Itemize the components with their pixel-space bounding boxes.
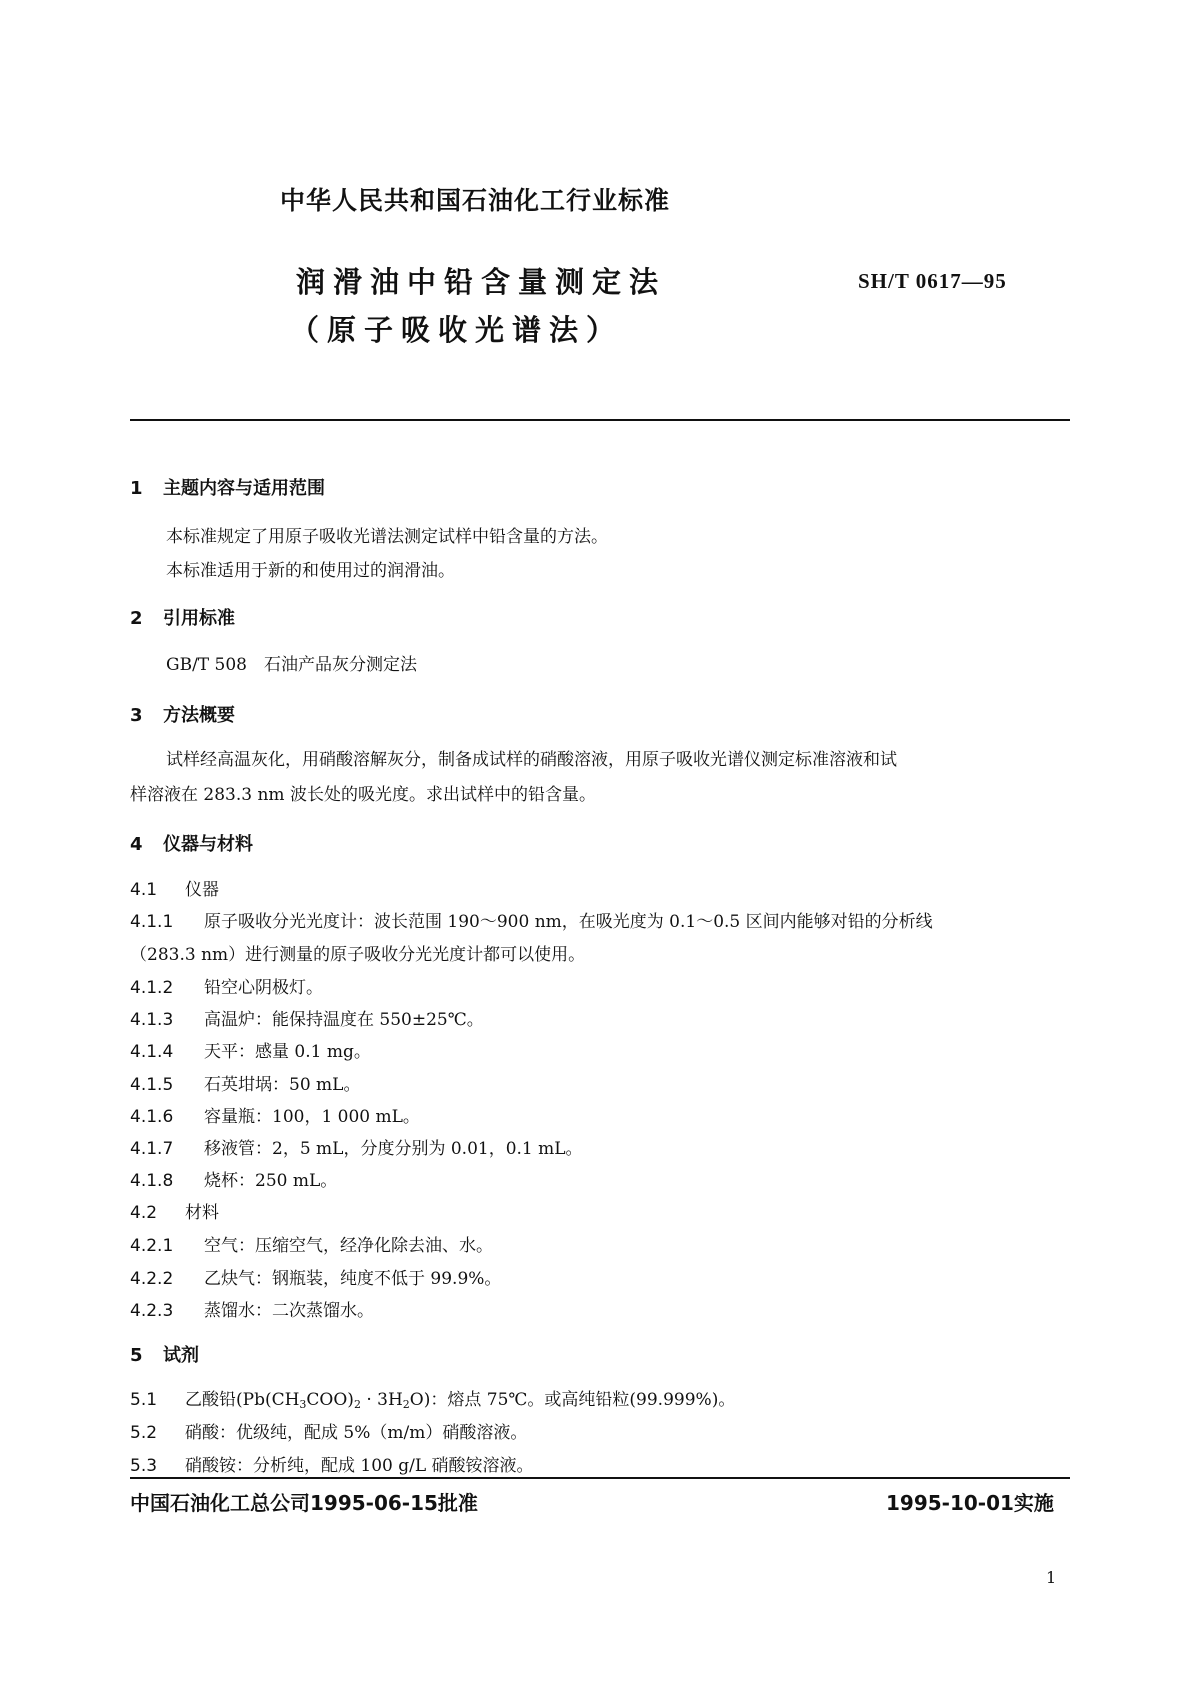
item-number: 4.1.4 (130, 1042, 174, 1062)
section-title: 方法概要 (163, 705, 235, 726)
paragraph: 样溶液在 283.3 nm 波长处的吸光度。求出试样中的铅含量。 (130, 785, 596, 805)
paragraph: 试样经高温灰化，用硝酸溶解灰分，制备成试样的硝酸溶液，用原子吸收光谱仪测定标准溶液和试 (166, 750, 897, 770)
item-number: 5.3 (130, 1456, 158, 1476)
item-number: 5.1 (130, 1390, 158, 1410)
section-title: 引用标准 (163, 608, 235, 629)
item-number: 4.2.3 (130, 1301, 174, 1321)
item-text: 蒸馏水：二次蒸馏水。 (204, 1301, 374, 1321)
item-text: 乙酸铅$(Pb(CH_3COO)_2 \cdot 3H_2O)$：熔点 75℃。或高纯铅粒(99.999%)。 (185, 1390, 736, 1411)
section-5-heading (130, 1341, 199, 1367)
section-title: 主题内容与适用范围 (163, 478, 325, 499)
item-text: 仪器 (185, 880, 219, 900)
item-text: 烧杯：250 mL。 (204, 1171, 338, 1191)
list-item (130, 1166, 337, 1191)
section-number: 2 (130, 608, 143, 629)
document-subtitle: （原子吸收光谱法） (290, 313, 624, 347)
section-2-heading (130, 604, 235, 630)
list-item (130, 1134, 583, 1159)
item-text: 材料 (185, 1203, 219, 1223)
item-text: 空气：压缩空气，经净化除去油、水。 (204, 1236, 493, 1256)
list-item (130, 1296, 374, 1321)
list-item (130, 1037, 371, 1062)
page-number: 1 (1046, 1568, 1057, 1587)
item-text: 硝酸铵：分析纯，配成 100 g/L 硝酸铵溶液。 (185, 1456, 534, 1476)
item-number: 4.1.2 (130, 978, 174, 998)
list-item (130, 1102, 420, 1127)
list-item (130, 1264, 501, 1289)
list-item (130, 1005, 484, 1030)
item-number: 4.1.7 (130, 1139, 174, 1159)
item-number: 5.2 (130, 1423, 158, 1443)
list-item (130, 1198, 219, 1223)
section-title: 仪器与材料 (163, 834, 253, 855)
section-number: 4 (130, 834, 143, 855)
item-text: 铅空心阴极灯。 (204, 978, 323, 998)
item-text: 容量瓶：100，1 000 mL。 (204, 1107, 420, 1127)
list-item (130, 1231, 493, 1256)
section-number: 1 (130, 478, 143, 499)
item-number: 4.1.5 (130, 1075, 174, 1095)
list-item (130, 940, 585, 965)
reference-item: GB/T 508 石油产品灰分测定法 (166, 655, 417, 675)
item-text: 石英坩埚：50 mL。 (204, 1075, 361, 1095)
section-3-heading (130, 701, 235, 727)
footer-rule (130, 1477, 1070, 1479)
issuer-line: 中华人民共和国石油化工行业标准 (280, 186, 671, 215)
list-item (130, 1385, 735, 1411)
item-text: 天平：感量 0.1 mg。 (204, 1042, 371, 1062)
item-text: 移液管：2，5 mL，分度分别为 0.01，0.1 mL。 (204, 1139, 583, 1159)
item-text: （283.3 nm）进行测量的原子吸收分光光度计都可以使用。 (130, 945, 586, 965)
paragraph: 本标准适用于新的和使用过的润滑油。 (166, 561, 455, 581)
paragraph: 本标准规定了用原子吸收光谱法测定试样中铅含量的方法。 (166, 527, 608, 547)
list-item (130, 875, 219, 900)
standard-code: SH/T 0617—95 (858, 269, 1007, 293)
item-text: 硝酸：优级纯，配成 5%（m/m）硝酸溶液。 (185, 1423, 528, 1443)
item-text: 高温炉：能保持温度在 550±25℃。 (204, 1010, 484, 1030)
section-number: 3 (130, 705, 143, 726)
list-item (130, 1070, 360, 1095)
item-number: 4.1 (130, 880, 158, 900)
section-1-heading (130, 474, 325, 500)
document-title: 润滑油中铅含量测定法 (296, 265, 667, 299)
item-number: 4.1.8 (130, 1171, 174, 1191)
section-4-heading (130, 830, 253, 856)
approval-line: 中国石油化工总公司1995-06-15批准 (130, 1491, 478, 1515)
item-number: 4.2.2 (130, 1269, 174, 1289)
item-number: 4.1.1 (130, 912, 174, 932)
header-rule (130, 419, 1070, 421)
item-number: 4.1.3 (130, 1010, 174, 1030)
item-number: 4.2.1 (130, 1236, 174, 1256)
list-item (130, 973, 323, 998)
list-item (130, 1418, 527, 1443)
section-title: 试剂 (163, 1345, 199, 1366)
section-number: 5 (130, 1345, 143, 1366)
item-number: 4.1.6 (130, 1107, 174, 1127)
item-number: 4.2 (130, 1203, 158, 1223)
list-item (130, 907, 933, 932)
item-text: 乙炔气：钢瓶装，纯度不低于 99.9%。 (204, 1269, 502, 1289)
item-text: 原子吸收分光光度计：波长范围 190～900 nm，在吸光度为 0.1～0.5 区间内能够对铅的分析线 (204, 912, 933, 932)
effective-date: 1995-10-01实施 (886, 1491, 1054, 1515)
list-item (130, 1451, 534, 1476)
